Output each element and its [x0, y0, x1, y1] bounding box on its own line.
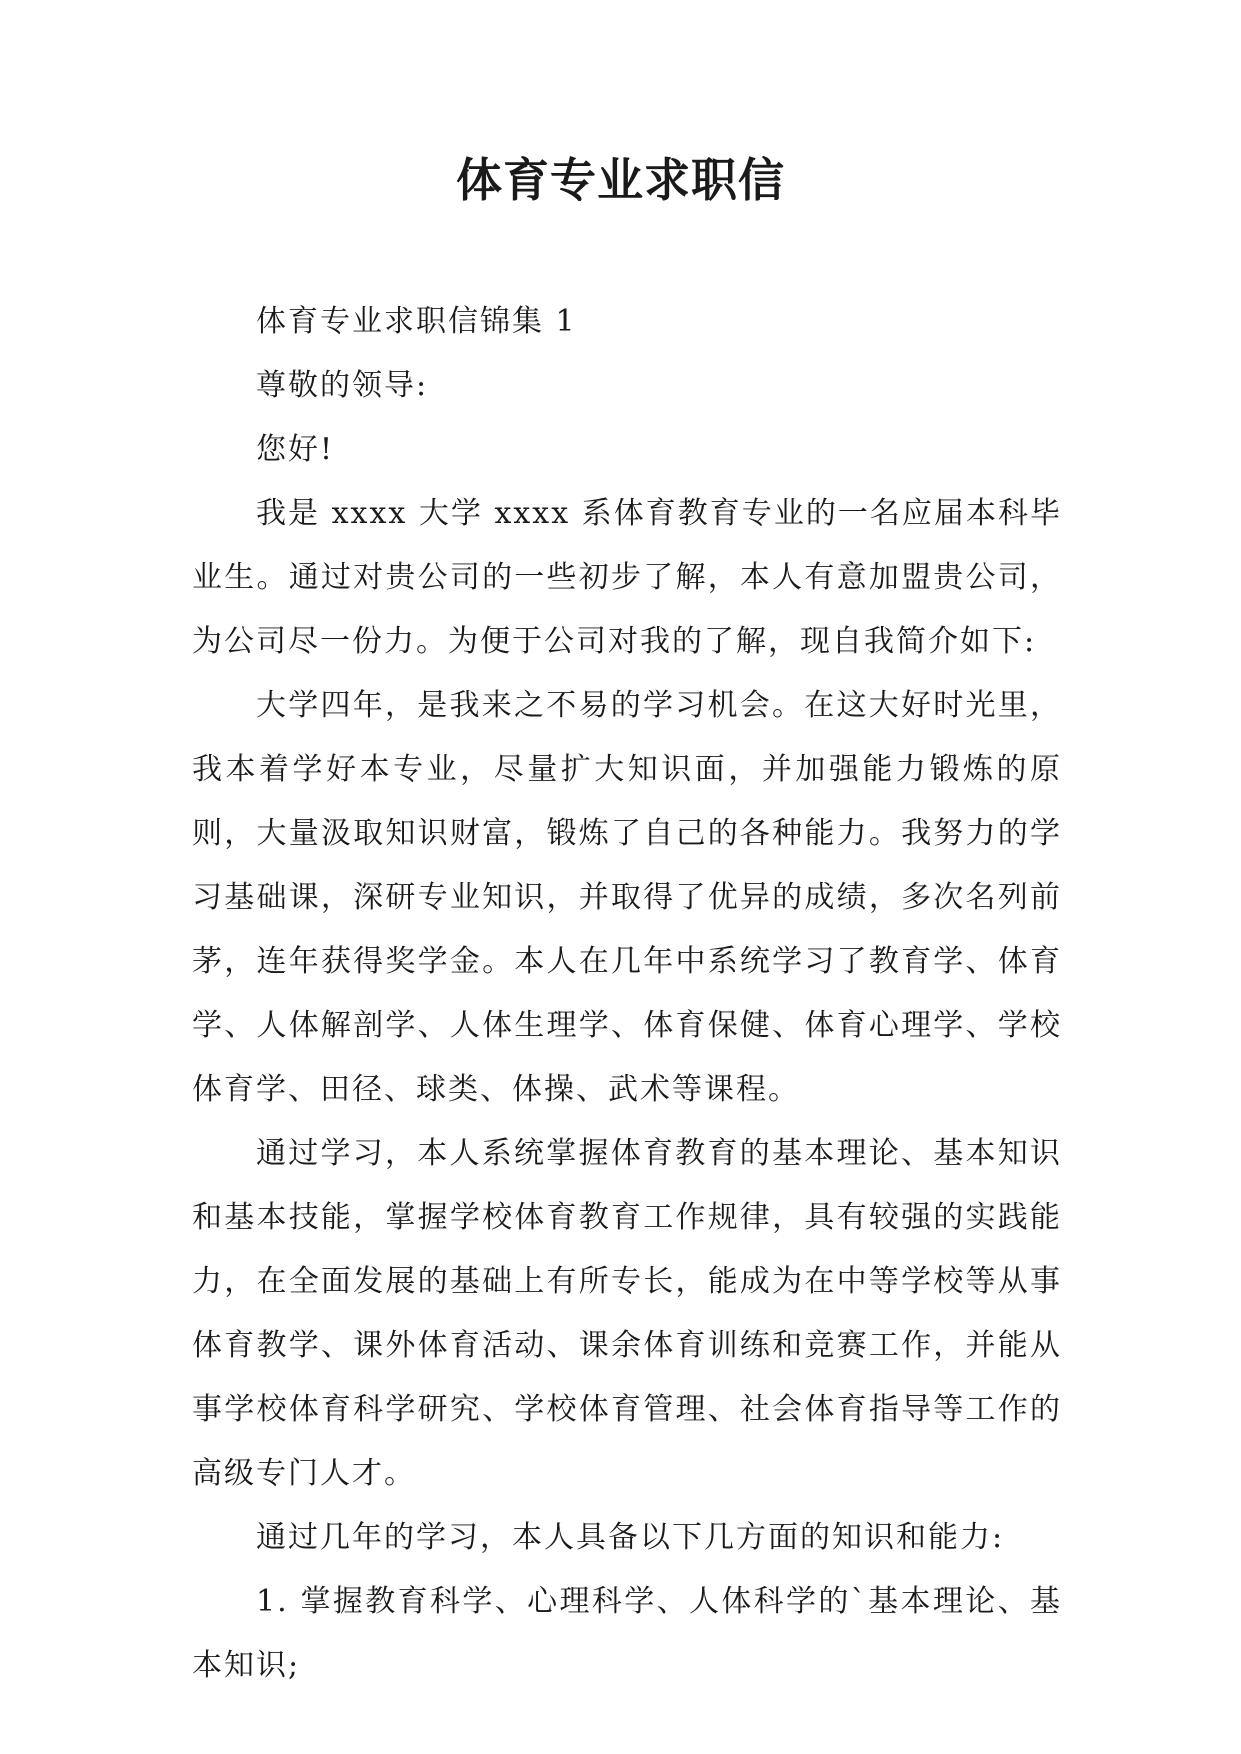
paragraph-greeting: 您好! — [256, 432, 335, 467]
document-title: 体育专业求职信 — [456, 153, 785, 207]
paragraph-skills: 通过学习，本人系统掌握体育教育的基本理论、基本知识和基本技能，掌握学校体育教育工作规律，具有较强的实践能力，在全面发展的基础上有所专长，能成为在中等学校等从事体育教学、课外体育活动、课余体育训练和竞赛工作，并能从事学校体育科学研究、学校体育管理、社会体育指导等工作的高级专门人才。 — [192, 1136, 1062, 1491]
paragraph-abilities-intro: 通过几年的学习，本人具备以下几方面的知识和能力: — [256, 1520, 1005, 1555]
document-body — [192, 290, 1062, 1698]
paragraph-introduction: 我是 xxxx 大学 xxxx 系体育教育专业的一名应届本科毕业生。通过对贵公司的一些初步了解，本人有意加盟贵公司，为公司尽一份力。为便于公司对我的了解，现自我简介如下: — [192, 496, 1062, 659]
paragraph-university-study: 大学四年，是我来之不易的学习机会。在这大好时光里，我本着学好本专业，尽量扩大知识面，并加强能力锻炼的原则，大量汲取知识财富，锻炼了自己的各种能力。我努力的学习基础课，深研专业知识，并取得了优异的成绩，多次名列前茅，连年获得奖学金。本人在几年中系统学习了教育学、体育学、人体解剖学、人体生理学、体育保健、体育心理学、学校体育学、田径、球类、体操、武术等课程。 — [192, 688, 1062, 1107]
paragraph-salutation: 尊敬的领导: — [256, 368, 429, 403]
paragraph-ability-item-1: 1. 掌握教育科学、心理科学、人体科学的`基本理论、基本知识; — [192, 1584, 1062, 1683]
paragraph-heading: 体育专业求职信锦集 1 — [256, 304, 577, 339]
